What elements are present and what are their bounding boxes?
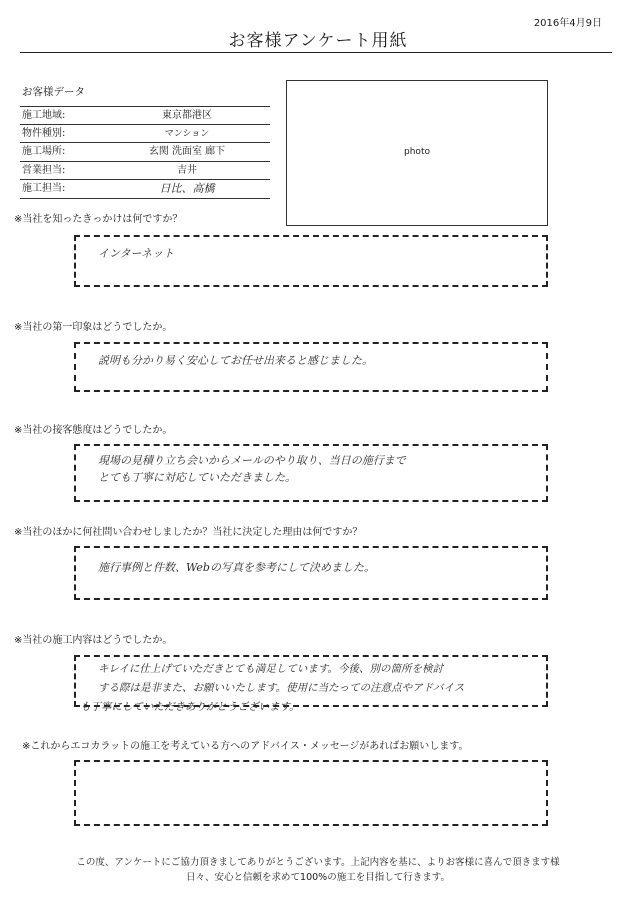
customer-data-heading: お客様データ bbox=[22, 86, 85, 98]
answer-3 bbox=[98, 452, 532, 486]
customer-row-area bbox=[20, 106, 270, 125]
customer-label: 営業担当: bbox=[22, 164, 66, 176]
answer-box-1 bbox=[74, 235, 548, 287]
question-1: ※当社を知ったきっかけは何ですか？ bbox=[14, 214, 183, 225]
customer-value: 吉井 bbox=[177, 164, 197, 176]
footer-message bbox=[0, 855, 636, 885]
answer-line: とても丁寧に対応していただきました。 bbox=[98, 471, 296, 484]
question-6: ※これからエコカラットの施工を考えている方へのアドバイス・メッセージがあればお願いします。 bbox=[22, 741, 469, 752]
question-4: ※当社のほかに何社問い合わせしましたか？当社に決定した理由は何ですか？ bbox=[14, 527, 363, 538]
photo-placeholder bbox=[286, 80, 548, 226]
customer-value: マンション bbox=[164, 128, 210, 139]
question-5: ※当社の施工内容はどうでしたか。 bbox=[14, 635, 173, 646]
answer-line: インターネット bbox=[98, 247, 175, 260]
survey-date: 2016年4月9日 bbox=[533, 18, 602, 29]
answer-line: する際は是非また、お願いいたします。使用に当たっての注意点やアドバイス bbox=[98, 682, 465, 694]
answer-4 bbox=[98, 559, 532, 576]
footer-line: 日々、安心と信頼を求めて100%の施工を目指して行きます。 bbox=[186, 872, 450, 883]
customer-label: 施工地域: bbox=[22, 110, 66, 121]
page-title: お客様アンケート用紙 bbox=[228, 31, 408, 51]
customer-value: 玄関 洗面室 廊下 bbox=[148, 146, 226, 157]
customer-row-sales bbox=[20, 162, 270, 181]
customer-label: 施工場所: bbox=[22, 146, 66, 157]
answer-2 bbox=[98, 352, 532, 369]
customer-data-table bbox=[20, 106, 270, 199]
answer-line: キレイに仕上げていただきとても満足しています。今後、別の箇所を検討 bbox=[98, 663, 444, 675]
answer-box-3 bbox=[74, 444, 548, 502]
customer-value-handwritten: 日比、高橋 bbox=[159, 182, 215, 195]
answer-line: 施行事例と件数、Webの写真を参考にして決めました。 bbox=[98, 561, 375, 574]
customer-label: 施工担当: bbox=[22, 183, 66, 194]
customer-row-property bbox=[20, 125, 270, 144]
customer-label: 物件種別: bbox=[22, 127, 66, 139]
answer-1 bbox=[98, 245, 532, 262]
answer-line: 説明も分かり易く安心してお任せ出来ると感じました。 bbox=[98, 354, 373, 367]
answer-box-6 bbox=[74, 760, 548, 826]
photo-label: photo bbox=[404, 147, 430, 157]
answer-box-4 bbox=[74, 546, 548, 600]
footer-line: この度、アンケートにご協力頂きましてありがとうございます。上記内容を基に、よりお客様に喜んで頂きます様 bbox=[76, 857, 560, 868]
customer-row-location bbox=[20, 143, 270, 162]
answer-box-5 bbox=[74, 655, 548, 713]
question-3: ※当社の接客態度はどうでしたか。 bbox=[14, 425, 173, 436]
customer-row-installer bbox=[20, 180, 270, 199]
answer-line: も丁寧にしていただきありがとうございます。 bbox=[80, 701, 300, 713]
title-underline bbox=[20, 52, 612, 53]
answer-box-2 bbox=[74, 342, 548, 392]
answer-line: 現場の見積り立ち会いからメールのやり取り、当日の施行まで bbox=[98, 454, 406, 467]
answer-5 bbox=[80, 660, 532, 717]
customer-value: 東京都港区 bbox=[162, 110, 212, 121]
question-2: ※当社の第一印象はどうでしたか。 bbox=[14, 322, 173, 333]
